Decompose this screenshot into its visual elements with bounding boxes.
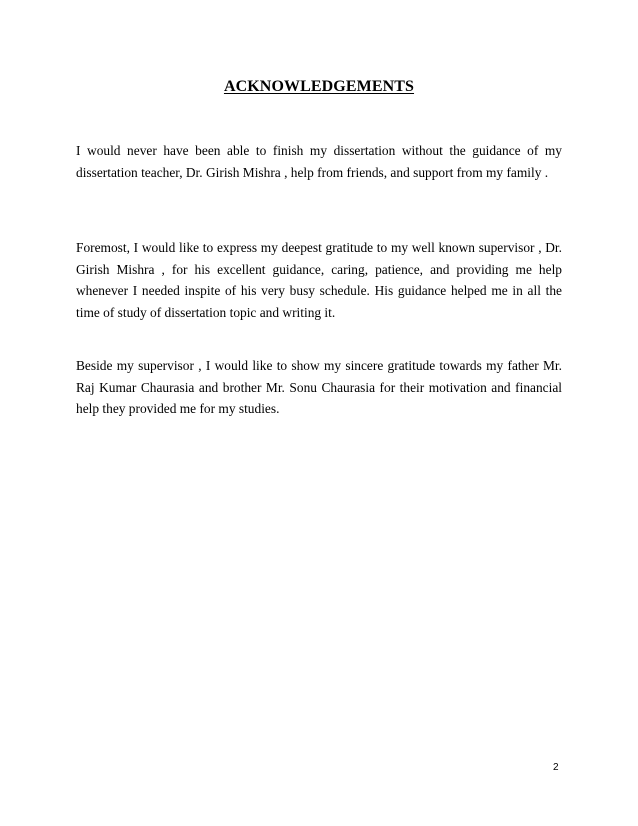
paragraph-gratitude-supervisor: Foremost, I would like to express my deepest gratitude to my well known supervisor , Dr. Girish Mishra , for his excellent guidance, caring, patience, and providing me help whenever I needed inspite of his very busy schedule. His guidance helped me in all the time of study of dissertation topic and writing it. [76,240,562,320]
paragraph-guidance: I would never have been able to finish my dissertation without the guidance of my dissertation teacher, Dr. Girish Mishra , help from friends, and support from my family . [76,143,562,180]
page-number: 2 [553,762,559,773]
page-title: ACKNOWLEDGEMENTS [223,78,415,95]
paragraph-gratitude-family: Beside my supervisor , I would like to show my sincere gratitude towards my father Mr. Raj Kumar Chaurasia and brother Mr. Sonu Chaurasia for their motivation and financial help they provided me for my studies. [76,358,562,416]
